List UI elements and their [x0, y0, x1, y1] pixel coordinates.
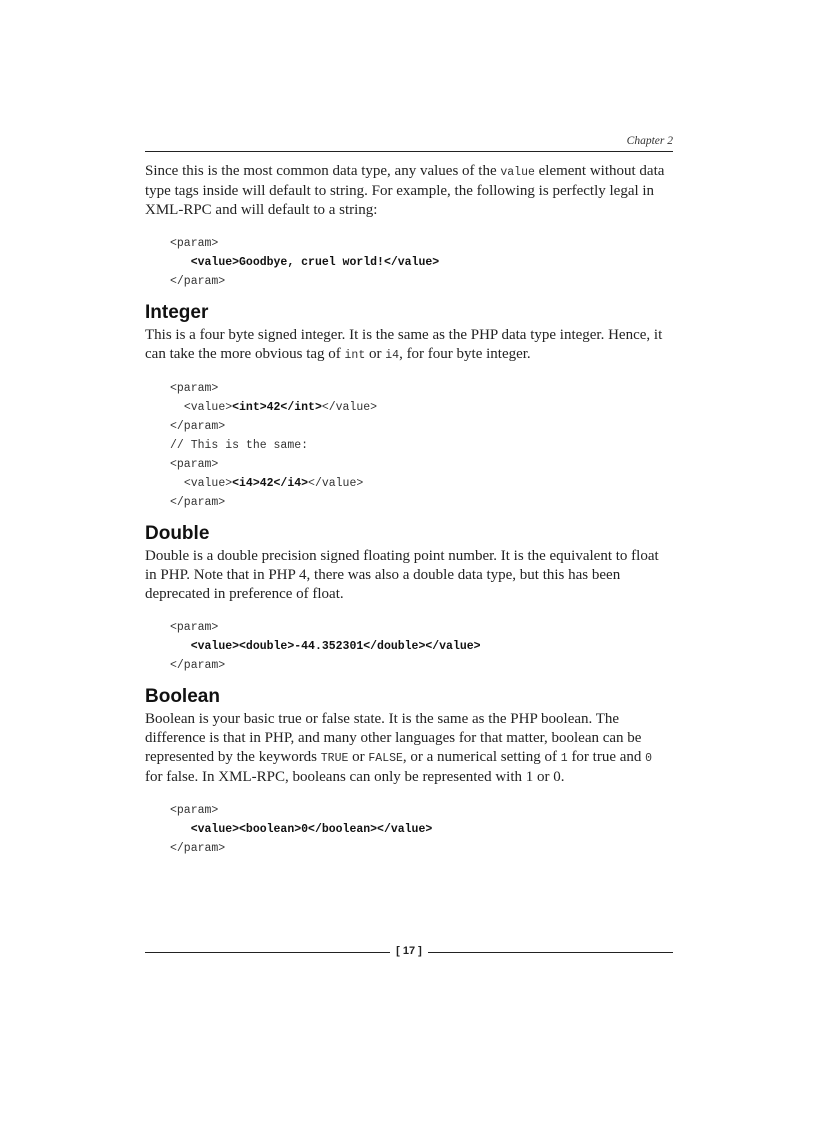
inline-code-i4: i4	[385, 349, 400, 362]
page-number: [ 17 ]	[396, 945, 422, 957]
code-line: </param>	[170, 842, 226, 855]
heading-integer: Integer	[145, 302, 209, 323]
code-block-boolean	[145, 801, 673, 858]
inline-code-true: TRUE	[320, 752, 349, 765]
code-block-integer	[145, 379, 673, 512]
code-bold: <int>42</int>	[232, 401, 322, 414]
inline-code-false: FALSE	[368, 752, 403, 765]
inline-code-zero: 0	[645, 752, 653, 765]
text-run: Boolean is your basic true or false state. It is the same as the PHP boolean. The difference is that in PHP, and many other languages for that matter, boolean can be represented by the keywords	[145, 711, 642, 765]
intro-paragraph	[145, 162, 673, 220]
text-run: element without data type tags inside will default to string. For example, the following is perfectly legal in XML-RPC and will default to a string:	[145, 163, 665, 218]
header-rule	[145, 151, 673, 152]
inline-code-int: int	[344, 349, 366, 362]
text-run: This is a four byte signed integer. It is the same as the PHP data type integer. Hence, it can take the more obvious tag of	[145, 327, 663, 362]
code-line: </param>	[170, 659, 226, 672]
double-paragraph: Double is a double precision signed floating point number. It is the equivalent to float in PHP. Note that in PHP 4, there was also a double data type, but this has been deprecated in preference of float.	[145, 548, 659, 602]
code-comment: // This is the same:	[170, 439, 309, 452]
text-run: for false. In XML-RPC, booleans can only be represented with 1 or 0.	[145, 769, 565, 785]
heading-double: Double	[145, 523, 210, 544]
running-header-chapter: Chapter 2	[626, 135, 673, 147]
code-line: <value>	[183, 477, 233, 490]
inline-code-value: value	[500, 166, 535, 179]
text-run: , for four byte integer.	[399, 346, 531, 362]
integer-paragraph	[145, 326, 673, 365]
text-run: Since this is the most common data type, any values of the	[145, 163, 501, 179]
code-block-string	[145, 234, 673, 291]
code-line: </value>	[308, 477, 364, 490]
boolean-paragraph	[145, 710, 673, 787]
code-line-bold: <value><boolean>0</boolean></value>	[190, 823, 433, 836]
code-line: <value>	[183, 401, 233, 414]
code-bold: <i4>42</i4>	[232, 477, 309, 490]
text-run: , or a numerical setting of	[402, 749, 561, 765]
page-content	[145, 162, 673, 858]
code-line: <param>	[170, 237, 219, 250]
code-line: <param>	[170, 621, 219, 634]
code-line: </param>	[170, 496, 226, 509]
text-run: for true and	[567, 749, 646, 765]
code-line: </param>	[170, 275, 226, 288]
footer-rule-right	[428, 952, 673, 953]
code-line: <param>	[170, 804, 219, 817]
code-line: <param>	[170, 382, 219, 395]
code-line-bold: <value><double>-44.352301</double></value>	[190, 640, 481, 653]
page-footer	[145, 945, 673, 959]
text-run: or	[365, 346, 386, 362]
code-line: </value>	[321, 401, 378, 414]
inline-code-one: 1	[560, 752, 568, 765]
code-line: <param>	[170, 458, 219, 471]
heading-boolean: Boolean	[145, 686, 220, 707]
code-line: </param>	[170, 420, 226, 433]
code-block-double	[145, 618, 673, 675]
code-line-bold: <value>Goodbye, cruel world!</value>	[190, 256, 440, 269]
text-run: or	[348, 749, 369, 765]
book-page	[145, 0, 673, 1123]
